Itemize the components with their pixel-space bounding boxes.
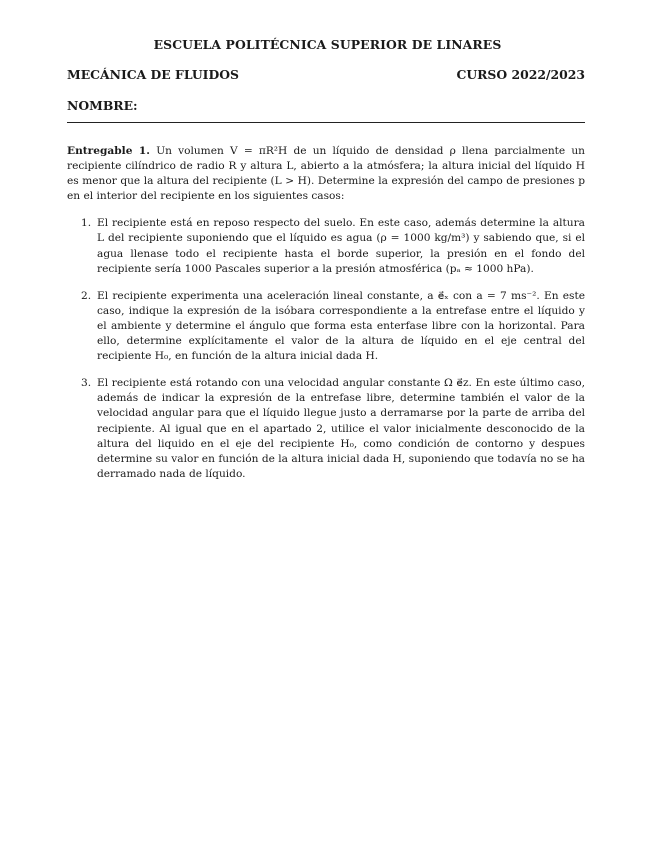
item-text: El recipiente está rotando con una velocidad angular constante Ω e⃗z. En este último caso, además de indicar la expresión de la entrefase libre, determine también el valor de la velocidad angular para que el líquido llegue justo a derramarse por la parte de arriba del recipiente. Al igual que en el apartado 2, utilice el valor inicialmente desconocido de la altura del liquido en el eje del recipiente H₀, como condición de contorno y despues determine su valor en función de la altura inicial dada H, suponiendo que todavía no se ha derramado nada de líquido. — [97, 377, 585, 480]
intro-paragraph — [67, 144, 585, 204]
list-item — [67, 216, 585, 276]
name-label: NOMBRE: — [67, 98, 138, 113]
assignment-body — [67, 144, 585, 494]
item-number: 1. — [81, 217, 92, 230]
course-year: CURSO 2022/2023 — [456, 67, 585, 82]
item-number: 2. — [81, 289, 92, 302]
item-number: 3. — [81, 377, 92, 390]
course-title: MECÁNICA DE FLUIDOS — [67, 67, 239, 82]
course-row — [67, 67, 585, 82]
list-item — [67, 376, 585, 482]
item-text: El recipiente está en reposo respecto del suelo. En este caso, además determine la altura L del recipiente suponiendo que el líquido es agua (ρ = 1000 kg/m³) y sabiendo que, si el agua llenase todo el recipiente hasta el borde superior, la presión en el fondo del recipiente sería 1000 Pascales superior a la presión atmosférica (pₐ ≈ 1000 hPa). — [97, 217, 585, 275]
intro-text: Un volumen V = πR²H de un líquido de densidad ρ llena parcialmente un recipiente cilíndrico de radio R y altura L, abierto a la atmósfera; la altura inicial del líquido H es menor que la altura del recipiente (L > H). Determine la expresión del campo de presiones p en el interior del recipiente en los siguientes casos: — [67, 145, 586, 203]
list-item — [67, 289, 585, 364]
assignment-title: Entregable 1. — [67, 145, 150, 157]
school-name: ESCUELA POLITÉCNICA SUPERIOR DE LINARES — [153, 37, 502, 52]
item-text: El recipiente experimenta una aceleración lineal constante, a e⃗ₓ con a = 7 ms⁻². En este caso, indique la expresión de la isóbara correspondiente a la entrefase entre el líquido y el ambiente y determine el ángulo que forma esta enterfase libre con la horizontal. Para ello, determine explícitamente el valor de la altura de líquido en el eje central del recipiente H₀, en función de la altura inicial dada H. — [97, 289, 585, 363]
case-list — [67, 216, 585, 482]
name-line — [67, 122, 585, 123]
